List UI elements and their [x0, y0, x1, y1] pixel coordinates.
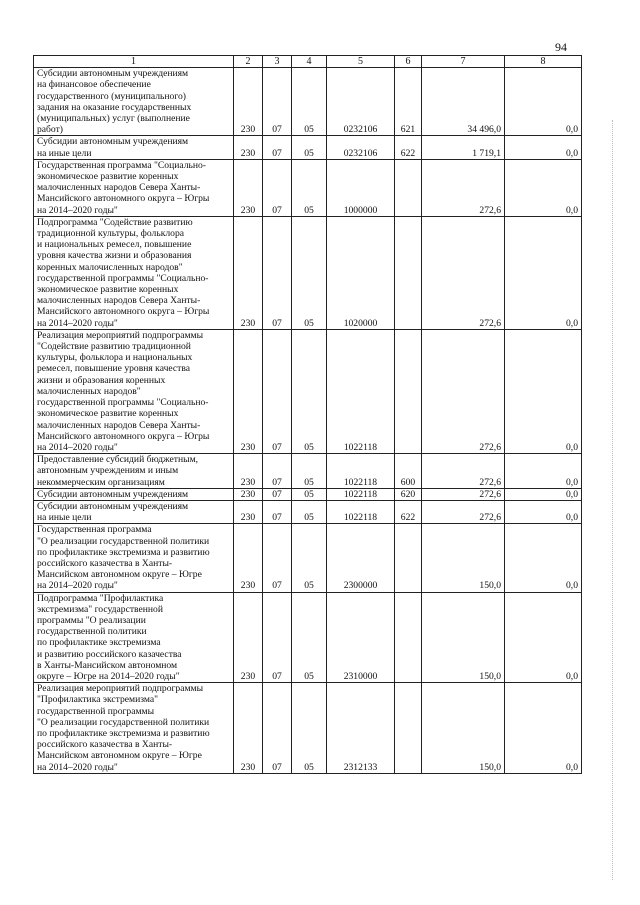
code-article-cell: 2300000 — [327, 524, 395, 592]
amount-change-cell: 0,0 — [505, 592, 582, 683]
row-name-cell: Субсидии автономным учреждениям на иные цели — [34, 500, 234, 523]
table-row — [34, 524, 582, 592]
table-row — [34, 68, 582, 136]
amount-cell: 272,6 — [422, 488, 505, 500]
code-article-cell: 0232106 — [327, 68, 395, 136]
amount-change-cell: 0,0 — [505, 136, 582, 159]
code-section-cell: 07 — [263, 329, 292, 453]
code-section-cell: 07 — [263, 592, 292, 683]
code-expense-type-cell — [395, 524, 422, 592]
code-expense-type-cell: 622 — [395, 500, 422, 523]
code-article-cell: 0232106 — [327, 136, 395, 159]
code-article-cell: 1022118 — [327, 329, 395, 453]
code-admin-cell: 230 — [234, 683, 263, 774]
row-name-cell: Подпрограмма "Профилактика экстремизма" государственной программы "О реализации государственной политики по профилактике экстремизма и развитию российского казачества в Ханты-Мансийском автономном округе – Югре на 2014–2020 годы" — [34, 592, 234, 683]
column-header: 7 — [422, 56, 505, 68]
table-row — [34, 592, 582, 683]
code-subsection-cell: 05 — [292, 454, 327, 489]
code-section-cell: 07 — [263, 68, 292, 136]
row-name-cell: Субсидии автономным учреждениям — [34, 488, 234, 500]
code-subsection-cell: 05 — [292, 592, 327, 683]
code-admin-cell: 230 — [234, 159, 263, 216]
column-header: 3 — [263, 56, 292, 68]
column-header: 8 — [505, 56, 582, 68]
column-header: 4 — [292, 56, 327, 68]
code-article-cell: 2312133 — [327, 683, 395, 774]
row-name-cell: Государственная программа "О реализации государственной политики по профилактике экстремизма и развитию российского казачества в Ханты- Мансийском автономном округе – Югре на 2014–2020 годы" — [34, 524, 234, 592]
column-header: 5 — [327, 56, 395, 68]
code-expense-type-cell: 621 — [395, 68, 422, 136]
amount-cell: 272,6 — [422, 329, 505, 453]
code-admin-cell: 230 — [234, 216, 263, 329]
amount-change-cell: 0,0 — [505, 68, 582, 136]
amount-change-cell: 0,0 — [505, 500, 582, 523]
table-row — [34, 216, 582, 329]
amount-cell: 150,0 — [422, 683, 505, 774]
amount-change-cell: 0,0 — [505, 454, 582, 489]
code-section-cell: 07 — [263, 159, 292, 216]
code-section-cell: 07 — [263, 454, 292, 489]
code-expense-type-cell — [395, 159, 422, 216]
table-header-row — [34, 56, 582, 68]
table-row — [34, 454, 582, 489]
table-row — [34, 136, 582, 159]
code-subsection-cell: 05 — [292, 500, 327, 523]
row-name-cell: Реализация мероприятий подпрограммы "Содействие развитию традиционной культуры, фольклора и национальных ремесел, повышение уровня качества жизни и образования коренных малочисленных народов" государственной программы "Социально- экономическое развитие коренных малочисленных народов Севера Ханты- Мансийского автономного округа – Югры на 2014–2020 годы" — [34, 329, 234, 453]
row-name-cell: Государственная программа "Социально- экономическое развитие коренных малочисленных народов Севера Ханты- Мансийского автономного округа – Югры на 2014–2020 годы" — [34, 159, 234, 216]
page-number: 94 — [555, 40, 567, 54]
code-expense-type-cell — [395, 216, 422, 329]
code-expense-type-cell: 620 — [395, 488, 422, 500]
table-row — [34, 683, 582, 774]
code-admin-cell: 230 — [234, 524, 263, 592]
column-header: 1 — [34, 56, 234, 68]
amount-cell: 272,6 — [422, 159, 505, 216]
amount-change-cell: 0,0 — [505, 329, 582, 453]
amount-cell: 150,0 — [422, 524, 505, 592]
scan-margin-mark — [612, 120, 614, 880]
table-row — [34, 500, 582, 523]
budget-table — [33, 55, 582, 774]
code-section-cell: 07 — [263, 524, 292, 592]
code-subsection-cell: 05 — [292, 488, 327, 500]
amount-change-cell: 0,0 — [505, 216, 582, 329]
code-section-cell: 07 — [263, 683, 292, 774]
code-article-cell: 2310000 — [327, 592, 395, 683]
code-subsection-cell: 05 — [292, 524, 327, 592]
code-admin-cell: 230 — [234, 136, 263, 159]
code-section-cell: 07 — [263, 216, 292, 329]
code-admin-cell: 230 — [234, 488, 263, 500]
amount-cell: 272,6 — [422, 500, 505, 523]
row-name-cell: Предоставление субсидий бюджетным, автономным учреждениям и иным некоммерческим организациям — [34, 454, 234, 489]
code-subsection-cell: 05 — [292, 683, 327, 774]
amount-cell: 1 719,1 — [422, 136, 505, 159]
amount-cell: 34 496,0 — [422, 68, 505, 136]
amount-change-cell: 0,0 — [505, 683, 582, 774]
amount-cell: 272,6 — [422, 454, 505, 489]
code-expense-type-cell — [395, 592, 422, 683]
code-expense-type-cell: 600 — [395, 454, 422, 489]
row-name-cell: Субсидии автономным учреждениям на финансовое обеспечение государственного (муниципального) задания на оказание государственных (муниципальных) услуг (выполнение работ) — [34, 68, 234, 136]
table-row — [34, 329, 582, 453]
row-name-cell: Подпрограмма "Содействие развитию традиционной культуры, фольклора и национальных ремесел, повышение уровня качества жизни и образования коренных малочисленных народов" государственной программы "Социально- экономическое развитие коренных малочисленных народов Севера Ханты- Мансийского автономного округа – Югры на 2014–2020 годы" — [34, 216, 234, 329]
code-subsection-cell: 05 — [292, 216, 327, 329]
amount-change-cell: 0,0 — [505, 524, 582, 592]
code-admin-cell: 230 — [234, 500, 263, 523]
row-name-cell: Субсидии автономным учреждениям на иные цели — [34, 136, 234, 159]
table-row — [34, 159, 582, 216]
code-admin-cell: 230 — [234, 329, 263, 453]
code-admin-cell: 230 — [234, 68, 263, 136]
code-section-cell: 07 — [263, 488, 292, 500]
code-section-cell: 07 — [263, 500, 292, 523]
code-expense-type-cell: 622 — [395, 136, 422, 159]
code-admin-cell: 230 — [234, 592, 263, 683]
table-row — [34, 488, 582, 500]
amount-cell: 272,6 — [422, 216, 505, 329]
code-article-cell: 1022118 — [327, 454, 395, 489]
code-subsection-cell: 05 — [292, 329, 327, 453]
code-article-cell: 1022118 — [327, 488, 395, 500]
amount-cell: 150,0 — [422, 592, 505, 683]
code-admin-cell: 230 — [234, 454, 263, 489]
code-article-cell: 1000000 — [327, 159, 395, 216]
column-header: 6 — [395, 56, 422, 68]
amount-change-cell: 0,0 — [505, 488, 582, 500]
column-header: 2 — [234, 56, 263, 68]
code-expense-type-cell — [395, 683, 422, 774]
amount-change-cell: 0,0 — [505, 159, 582, 216]
row-name-cell: Реализация мероприятий подпрограммы "Профилактика экстремизма" государственной программы "О реализации государственной политики по профилактике экстремизма и развитию российского казачества в Ханты- Мансийском автономном округе – Югре на 2014–2020 годы" — [34, 683, 234, 774]
code-article-cell: 1022118 — [327, 500, 395, 523]
code-expense-type-cell — [395, 329, 422, 453]
code-subsection-cell: 05 — [292, 136, 327, 159]
code-subsection-cell: 05 — [292, 68, 327, 136]
code-section-cell: 07 — [263, 136, 292, 159]
code-subsection-cell: 05 — [292, 159, 327, 216]
code-article-cell: 1020000 — [327, 216, 395, 329]
